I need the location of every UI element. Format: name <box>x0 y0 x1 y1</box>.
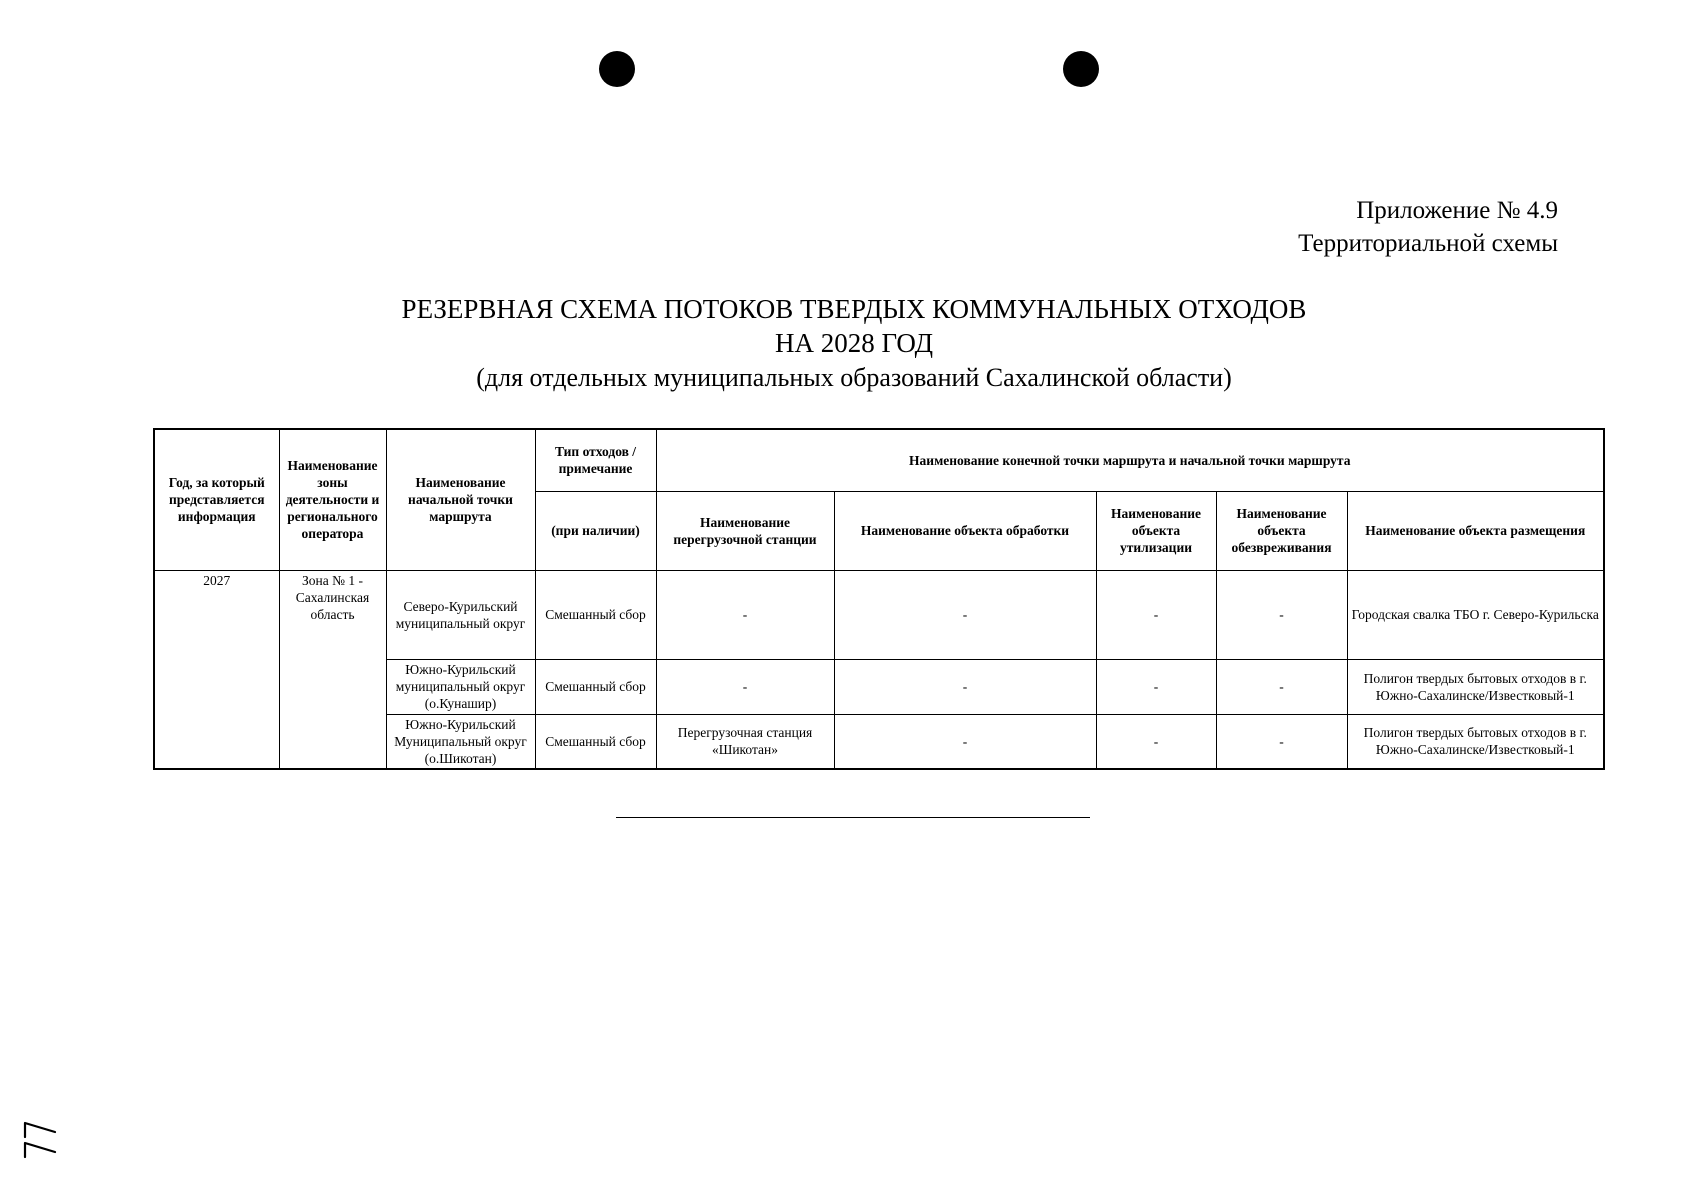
cell-placement: Полигон твердых бытовых отходов в г. Южно-Сахалинске/Известковый-1 <box>1347 659 1604 714</box>
cell-utilization: - <box>1096 659 1216 714</box>
cell-year: 2027 <box>154 570 279 769</box>
waste-flow-table <box>153 428 1605 770</box>
cell-placement: Полигон твердых бытовых отходов в г. Южно-Сахалинске/Известковый-1 <box>1347 714 1604 769</box>
header-year: Год, за который представляется информация <box>154 429 279 570</box>
header-row-1 <box>154 429 1604 491</box>
appendix-label <box>1298 194 1558 260</box>
handwritten-page-number <box>14 1110 64 1166</box>
title-line-1: РЕЗЕРВНАЯ СХЕМА ПОТОКОВ ТВЕРДЫХ КОММУНАЛЬНЫХ ОТХОДОВ <box>401 294 1307 324</box>
header-utilization: Наименование объекта утилизации <box>1096 491 1216 570</box>
document-title <box>0 292 1708 395</box>
cell-utilization: - <box>1096 570 1216 659</box>
cell-transfer-station: - <box>656 659 834 714</box>
header-placement: Наименование объекта размещения <box>1347 491 1604 570</box>
cell-processing: - <box>834 570 1096 659</box>
cell-start-point: Южно-Курильский Муниципальный округ (о.Шикотан) <box>386 714 535 769</box>
header-start-point: Наименование начальной точки маршрута <box>386 429 535 570</box>
cell-placement: Городская свалка ТБО г. Северо-Курильска <box>1347 570 1604 659</box>
cell-utilization: - <box>1096 714 1216 769</box>
cell-neutralization: - <box>1216 570 1347 659</box>
header-zone: Наименование зоны деятельности и регионального оператора <box>279 429 386 570</box>
punch-hole <box>599 51 635 87</box>
cell-processing: - <box>834 714 1096 769</box>
cell-transfer-station: - <box>656 570 834 659</box>
title-line-3: (для отдельных муниципальных образований Сахалинской области) <box>476 363 1232 392</box>
separator-line <box>616 817 1090 818</box>
cell-neutralization: - <box>1216 659 1347 714</box>
appendix-line-1: Приложение № 4.9 <box>1356 197 1558 224</box>
title-line-2: НА 2028 ГОД <box>774 328 933 358</box>
header-waste-type-sub: (при наличии) <box>535 491 656 570</box>
cell-waste-type: Смешанный сбор <box>535 570 656 659</box>
header-waste-type: Тип отходов / примечание <box>535 429 656 491</box>
header-neutralization: Наименование объекта обезвреживания <box>1216 491 1347 570</box>
appendix-line-2: Территориальной схемы <box>1298 230 1558 257</box>
cell-transfer-station: Перегрузочная станция «Шикотан» <box>656 714 834 769</box>
cell-start-point: Южно-Курильский муниципальный округ (о.Кунашир) <box>386 659 535 714</box>
cell-start-point: Северо-Курильский муниципальный округ <box>386 570 535 659</box>
header-processing: Наименование объекта обработки <box>834 491 1096 570</box>
punch-hole <box>1063 51 1099 87</box>
cell-waste-type: Смешанный сбор <box>535 659 656 714</box>
header-transfer-station: Наименование перегрузочной станции <box>656 491 834 570</box>
cell-waste-type: Смешанный сбор <box>535 714 656 769</box>
cell-zone: Зона № 1 - Сахалинская область <box>279 570 386 769</box>
cell-processing: - <box>834 659 1096 714</box>
header-route-endpoints: Наименование конечной точки маршрута и начальной точки маршрута <box>656 429 1604 491</box>
cell-neutralization: - <box>1216 714 1347 769</box>
table-row <box>154 570 1604 659</box>
